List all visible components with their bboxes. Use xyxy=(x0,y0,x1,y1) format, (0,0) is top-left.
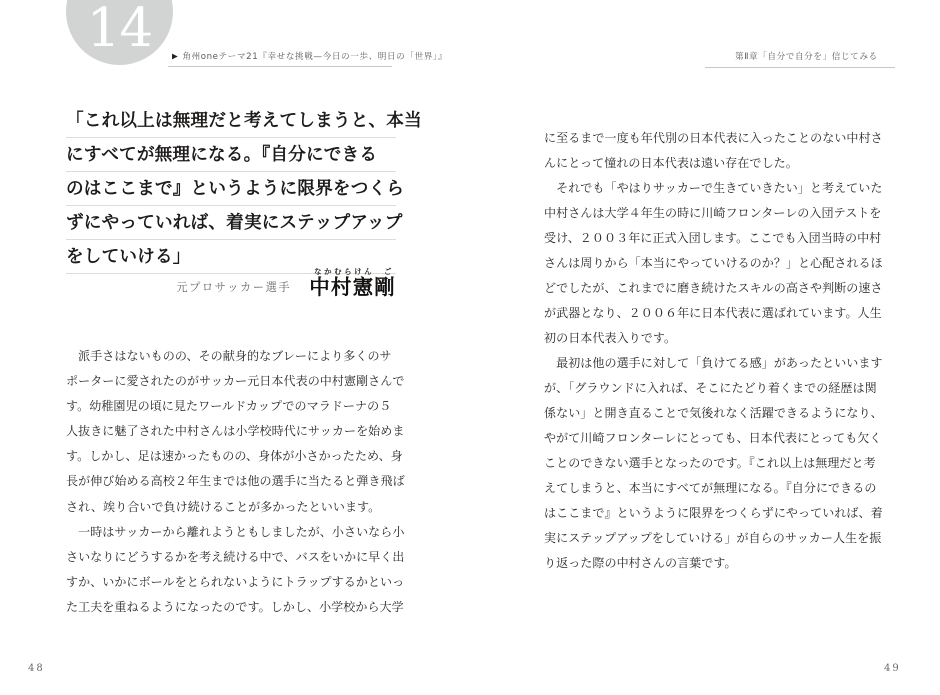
running-head-rule-right xyxy=(705,67,895,68)
running-head-rule-left xyxy=(168,66,392,67)
body-line: はここまで』というように限界をつくらずにやっていれば、着 xyxy=(544,506,883,520)
body-line: 派手さはないものの、その献身的なブレーにより多くのサ xyxy=(66,349,392,363)
folio-left: 48 xyxy=(28,663,45,674)
body-line: が武器となり、２００６年に日本代表に選ばれています。人生 xyxy=(544,306,882,320)
body-line: り返った際の中村さんの言葉です。 xyxy=(544,556,737,570)
body-line: が、「グラウンドに入れば、そこにたどり着くまでの経歴は関 xyxy=(544,381,877,395)
running-head-right: 第Ⅱ章「自分で自分を」信じてみる xyxy=(735,52,878,62)
body-line: す。しかし、足は速かったものの、身体が小さかったため、身 xyxy=(66,449,403,464)
attribution-name-block xyxy=(309,268,396,298)
body-line: えてしまうと、本当にすべてが無理になる。『自分にできるの xyxy=(544,481,877,495)
triangle-marker-icon: ▶ xyxy=(172,51,179,61)
body-line: どでしたが、これまでに磨き続けたスキルの高さや判断の速さ xyxy=(544,281,883,295)
body-line: ことのできない選手となったのです。『これ以上は無理だと考 xyxy=(544,456,876,470)
body-line: 人抜きに魅了された中村さんは小学校時代にサッカーを始めま xyxy=(66,424,405,439)
body-line: され、竢り合いで負け続けることが多かったといいます。 xyxy=(66,499,381,514)
body-line: 長が伸び始める高校２年生までは他の選手に当たると弾き飛ば xyxy=(66,474,405,489)
pull-quote-line: ずにやっていれば、着実にステップアップ xyxy=(66,206,396,240)
pull-quote xyxy=(66,104,422,274)
body-line: ポーターに愛されたのがサッカー元日本代表の中村憲剛さんで xyxy=(66,374,405,389)
attribution-furigana: なかむらけん ご xyxy=(314,267,395,276)
pull-quote-line: のはここまで』というように限界をつくら xyxy=(66,172,396,206)
body-line: 初の日本代表入りです。 xyxy=(544,331,677,345)
attribution-name: 中村憲剛 xyxy=(309,275,396,300)
body-line: す。幼稚園児の頃に見たワールドカップでのマラドーナの５ xyxy=(66,399,392,414)
quote-attribution xyxy=(66,268,396,298)
body-line: それでも「やはりサッカーで生きていきたい」と考えていた xyxy=(544,181,883,195)
pull-quote-line: 「これ以上は無理だと考えてしまうと、本当 xyxy=(66,104,396,138)
body-line: 最初は他の選手に対して「負けてる感」があったといいます xyxy=(544,356,883,370)
folio-right: 49 xyxy=(884,663,901,674)
running-head-left xyxy=(172,53,447,62)
body-line: に至るまで一度も年代別の日本代表に入ったことのない中村さ xyxy=(544,131,883,145)
body-line: 係ない」と開き直ることで気後れなく活躍できるようになり、 xyxy=(544,406,883,420)
body-line: 実にステップアップをしていける」が自らのサッカー人生を振 xyxy=(544,531,882,545)
body-line: 中村さんは大学４年生の時に川崎フロンターレの入団テストを xyxy=(544,206,882,220)
body-text-right xyxy=(544,126,883,576)
body-line: んにとって憧れの日本代表は遠い存在でした。 xyxy=(544,156,798,170)
chapter-number-label: 14 xyxy=(86,0,153,59)
body-line: 一時はサッカーから離れようともしましたが、小さいなら小 xyxy=(66,524,405,539)
running-head-left-text: 角州oneテーマ21『幸せな挑戦—今日の一歩、明日の「世界」』 xyxy=(182,52,448,62)
body-line: やがて川崎フロンターレにとっても、日本代表にとっても欠く xyxy=(544,431,882,445)
body-line: た工夫を重ねるようになったのです。しかし、小学校から大学 xyxy=(66,599,404,614)
pull-quote-line: にすべてが無理になる。『自分にできる xyxy=(66,138,396,172)
body-line: すか、いかにボールをとられないようにトラップするかといっ xyxy=(66,574,405,589)
body-line: さんは周りから「本当にやっていけるのか？」と心配されるほ xyxy=(544,256,883,270)
chapter-number-badge xyxy=(66,0,173,65)
pull-quote-line: をしていける」 xyxy=(66,240,396,274)
attribution-role: 元プロサッカー選手 xyxy=(176,280,292,294)
body-text-left xyxy=(66,344,405,620)
body-line: さいなりにどうするかを考え続ける中で、バスをいかに早く出 xyxy=(66,549,405,564)
body-line: 受け、２００３年に正式入団します。ここでも入団当時の中村 xyxy=(544,231,882,245)
